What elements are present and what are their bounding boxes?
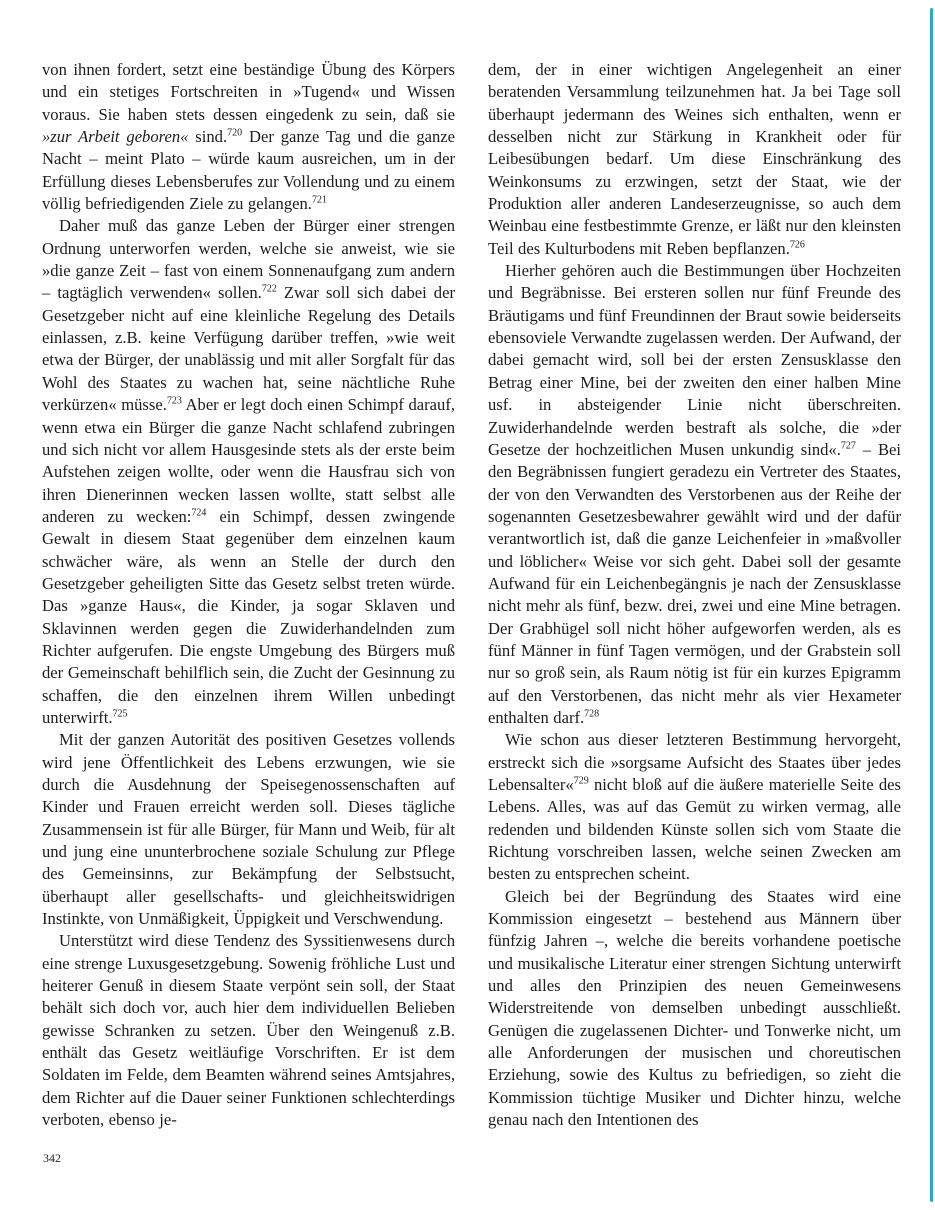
text-run: Mit der ganzen Autorität des positiven Gesetzes vollends wird jene Öffentlichkeit des Lebens erzwungen, wie sie durch die Ausdehnung der Speisegenossenschaften auf Kinder und Frauen erreicht werden soll. Dieses tägliche Zusammensein ist für alle Bürger, für Mann und Weib, für alt und jung eine ununterbrochene soziale Schulung zur Pflege des Gemeinsinns, zur Bekämpfung der Selbstsucht, überhaupt aller gesellschafts- und gleichheitswidrigen Instinkte, von Unmäßigkeit, Üppigkeit und Verschwendung.	[42, 730, 455, 929]
footnote-ref-726: 726	[789, 239, 805, 251]
text-run: Aber er legt doch einen Schimpf darauf, wenn etwa ein Bürger die ganze Nacht schlafend zubringen und sich nicht vor allem Hausgesinde stets als der erste beim Aufstehen zeigen wollte, oder wenn die Hausfrau sich von ihren Dienerinnen wecken lassen wollte, statt selbst alle anderen zu wecken:	[42, 395, 455, 526]
paragraph	[488, 260, 901, 729]
footnote-ref-722: 722	[261, 283, 277, 295]
text-column-left	[42, 59, 455, 1132]
paragraph	[42, 59, 455, 215]
footnote-ref-720: 720	[227, 127, 243, 139]
footnote-ref-721: 721	[311, 194, 327, 206]
paragraph	[488, 59, 901, 260]
paragraph	[42, 930, 455, 1131]
text-run: nicht bloß auf die äußere materielle Seite des Lebens. Alles, was auf das Gemüt zu wirken vermag, alle redenden und bildenden Künste sollen sich vom Staate die Richtung vorschreiben lassen, welche seinen Zwecken am besten zu entsprechen scheint.	[488, 775, 901, 884]
text-run: Daher muß das ganze Leben der Bürger einer strengen Ordnung unterworfen werden, welche sie anweist, wie sie »die ganze Zeit – fast von einem Sonnenaufgang zum andern – tagtäglich verwenden« sollen.	[42, 216, 455, 303]
footnote-ref-723: 723	[166, 395, 182, 407]
text-run: Gleich bei der Begründung des Staates wird eine Kommission eingesetzt – bestehend aus Männern über fünfzig Jahren –, welche die bereits vorhandene poetische und musikalische Literatur einer strengen Sichtung unterwirft und alles den Prinzipien des neuen Gemeinwesens Widerstreitende von demselben unbedingt ausschließt. Genügen die zugelassenen Dichter- und Tonwerke nicht, um alle Anforderungen der musischen und choreutischen Erziehung, sowie des Kultus zu befriedigen, so zieht die Kommission tüchtige Musiker und Dichter hinzu, welche genau nach den Intentionen des	[488, 886, 901, 1130]
paragraph	[42, 729, 455, 930]
text-run: Unterstützt wird diese Tendenz des Syssitienwesens durch eine strenge Luxusgesetzgebung. Sowenig fröhliche Lust und heiterer Genuß in diesem Staate verpönt sein soll, der Staat behält sich doch vor, auch hier dem individuellen Belieben gewisse Schranken zu setzen. Über den Weingenuß z.B. enthält das Gesetz weitläufige Vorschriften. Er ist dem Soldaten im Felde, dem Beamten während seines Amtsjahres, dem Richter auf die Dauer seiner Funktionen schlechterdings verboten, ebenso je-	[42, 931, 455, 1130]
text-run: von ihnen fordert, setzt eine beständige Übung des Körpers und ein stetiges Fortschreiten in »Tugend« und Wissen voraus. Sie haben stets dessen eingedenk zu sein, daß sie	[42, 60, 455, 124]
text-run: sind.	[188, 127, 228, 147]
paragraph	[42, 215, 455, 729]
paragraph	[488, 886, 901, 1132]
text-columns	[42, 59, 901, 1132]
text-run: Zwar soll sich dabei der Gesetzgeber nicht auf eine kleinliche Regelung des Details einlassen, z.B. keine Verfügung darüber treffen, »wie weit etwa der Bürger, der unablässig und mit aller Sorgfalt für das Wohl des Staates zu wachen hat, seine nächtliche Ruhe verkürzen« müsse.	[42, 283, 455, 415]
page-number: 342	[43, 1151, 61, 1165]
footnote-ref-727: 727	[840, 440, 856, 452]
text-run: Hierher gehören auch die Bestimmungen über Hochzeiten und Begräbnisse. Bei ersteren sollen nur fünf Freunde des Bräutigams und fünf Freundinnen der Braut sowie beiderseits ebensoviele Verwandte zugelassen werden. Der Aufwand, der dabei gemacht wird, soll bei der ersten Zensusklasse den Betrag einer Mine, bei der zweiten den einer halben Mine usf. in absteigender Linie nicht überschreiten. Zuwiderhandelnde werden bestraft als solche, die »der Gesetze der hochzeitlichen Musen unkundig sind«.	[488, 261, 901, 459]
text-column-right	[488, 59, 901, 1132]
footnote-ref-725: 725	[112, 708, 128, 720]
text-run: – Bei den Begräbnissen fungiert geradezu ein Vertreter des Staates, der von den Verwandten des Verstorbenen aus der Reihe der sogenannten Gesetzesbewahrer gewählt wird und der dafür verantwortlich ist, daß die ganze Leichenfeier in »maßvoller und löblicher« Weise vor sich geht. Dabei soll der gesamte Aufwand für ein Leichenbegängnis je nach der Zensusklasse nicht mehr als fünf, bezw. drei, zwei und eine Mine betragen. Der Grabhügel soll nicht höher aufgeworfen werden, als es fünf Männer in fünf Tagen vermögen, und der Grabstein soll nur so groß sein, als Raum nötig ist für ein kurzes Epigramm auf den Verstorbenen, das nicht mehr als vier Hexameter enthalten darf.	[488, 439, 901, 727]
footnote-ref-728: 728	[584, 708, 600, 720]
text-run: ein Schimpf, dessen zwingende Gewalt in diesem Staat gegenüber dem einzelnen kaum schwächer wäre, als wenn an Stelle der durch den Gesetzgeber geheiligten Sitte das Gesetz selbst treten würde. Das »ganze Haus«, die Kinder, ja sogar Sklaven und Sklavinnen werden gegen die Zuwiderhandelnden zum Richter aufgerufen. Die engste Umgebung des Bürgers muß der Gemeinschaft behilflich sein, die Zucht der Gesinnung zu schaffen, die den einzelnen ihrem Willen unbedingt unterwirft.	[42, 506, 455, 727]
footnote-ref-729: 729	[573, 775, 589, 787]
scroll-position-indicator[interactable]	[930, 8, 933, 1202]
footnote-ref-724: 724	[191, 507, 207, 519]
text-run: dem, der in einer wichtigen Angelegenheit an einer beratenden Versammlung teilzunehmen hat. Ja bei Tage soll überhaupt jedermann des Weines sich enthalten, wenn er desselben nicht zur Stärkung in Krankheit oder für Leibesübungen bedarf. Um diese Einschränkung des Weinkonsums zu erzwingen, setzt der Staat, wie der Produktion aller anderen Landeserzeugnisse, so auch dem Weinbau eine festbestimmte Grenze, er läßt nur den kleinsten Teil des Kulturbodens mit Reben bepflanzen.	[488, 60, 901, 258]
italic-quote: »zur Arbeit geboren«	[42, 127, 189, 147]
text-run: Wie schon aus dieser letzteren Bestimmung hervorgeht, erstreckt sich die »sorgsame Aufsicht des Staates über jedes Lebensalter«	[488, 730, 901, 794]
text-run: Der ganze Tag und die ganze Nacht – meint Plato – würde kaum ausreichen, um in der Erfüllung dieses Lebensberufes zur Vollendung und zu einem völlig befriedigenden Ziele zu gelangen.	[42, 127, 456, 214]
paragraph	[488, 729, 901, 885]
